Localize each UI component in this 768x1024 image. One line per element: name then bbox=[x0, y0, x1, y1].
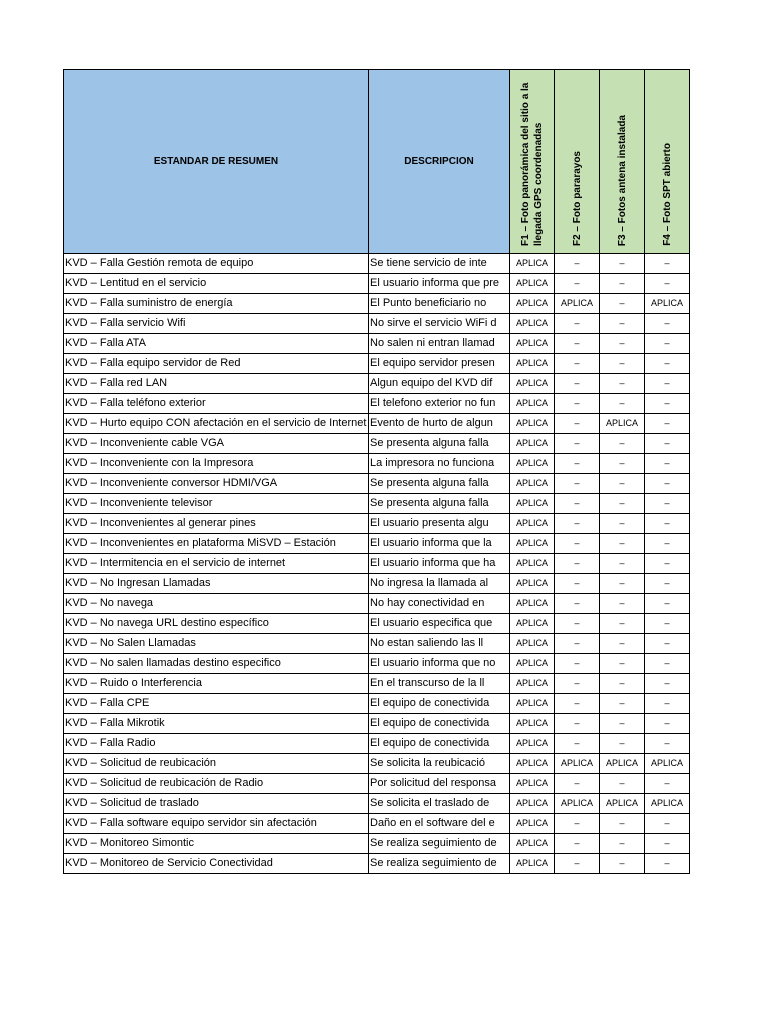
standard-cell: KVD – No Salen Llamadas bbox=[64, 634, 369, 654]
f1-cell: APLICA bbox=[510, 354, 555, 374]
f2-cell: – bbox=[555, 274, 600, 294]
f3-cell: – bbox=[600, 454, 645, 474]
f3-cell: – bbox=[600, 294, 645, 314]
f3-cell: APLICA bbox=[600, 754, 645, 774]
standard-cell: KVD – Solicitud de traslado bbox=[64, 794, 369, 814]
f3-cell: – bbox=[600, 334, 645, 354]
f1-cell: APLICA bbox=[510, 674, 555, 694]
f2-cell: – bbox=[555, 334, 600, 354]
f3-cell: – bbox=[600, 574, 645, 594]
f4-cell: – bbox=[645, 254, 690, 274]
table-row bbox=[64, 654, 690, 674]
f2-cell: – bbox=[555, 574, 600, 594]
table-row bbox=[64, 754, 690, 774]
description-cell: El usuario informa que no bbox=[369, 654, 510, 674]
f3-cell: – bbox=[600, 374, 645, 394]
table-row bbox=[64, 514, 690, 534]
standard-cell: KVD – Falla equipo servidor de Red bbox=[64, 354, 369, 374]
description-cell: No ingresa la llamada al bbox=[369, 574, 510, 594]
f4-cell: – bbox=[645, 834, 690, 854]
description-cell: Se solicita el traslado de bbox=[369, 794, 510, 814]
table-row bbox=[64, 494, 690, 514]
f4-cell: – bbox=[645, 314, 690, 334]
table-row bbox=[64, 634, 690, 654]
f1-cell: APLICA bbox=[510, 494, 555, 514]
table-row bbox=[64, 594, 690, 614]
f2-cell: – bbox=[555, 314, 600, 334]
description-cell: El equipo de conectivida bbox=[369, 734, 510, 754]
f4-cell: APLICA bbox=[645, 294, 690, 314]
standard-cell: KVD – Falla servicio Wifi bbox=[64, 314, 369, 334]
description-cell: Se realiza seguimiento de bbox=[369, 854, 510, 874]
standard-cell: KVD – Monitoreo de Servicio Conectividad bbox=[64, 854, 369, 874]
f4-cell: – bbox=[645, 674, 690, 694]
f1-cell: APLICA bbox=[510, 414, 555, 434]
f1-cell: APLICA bbox=[510, 394, 555, 414]
f3-cell: – bbox=[600, 674, 645, 694]
standard-cell: KVD – No salen llamadas destino especifico bbox=[64, 654, 369, 674]
standard-cell: KVD – Monitoreo Simontic bbox=[64, 834, 369, 854]
f4-cell: – bbox=[645, 374, 690, 394]
f1-cell: APLICA bbox=[510, 794, 555, 814]
f4-cell: APLICA bbox=[645, 754, 690, 774]
standard-cell: KVD – Inconveniente con la Impresora bbox=[64, 454, 369, 474]
description-cell: El equipo de conectivida bbox=[369, 714, 510, 734]
f3-cell: APLICA bbox=[600, 414, 645, 434]
f4-cell: APLICA bbox=[645, 794, 690, 814]
f2-cell: APLICA bbox=[555, 294, 600, 314]
table-row bbox=[64, 794, 690, 814]
f2-cell: – bbox=[555, 434, 600, 454]
standard-cell: KVD – Intermitencia en el servicio de internet bbox=[64, 554, 369, 574]
f4-cell: – bbox=[645, 554, 690, 574]
standard-cell: KVD – Inconveniente televisor bbox=[64, 494, 369, 514]
description-cell: El usuario informa que pre bbox=[369, 274, 510, 294]
f4-cell: – bbox=[645, 454, 690, 474]
standard-cell: KVD – Lentitud en el servicio bbox=[64, 274, 369, 294]
f4-cell: – bbox=[645, 634, 690, 654]
description-cell: El usuario informa que ha bbox=[369, 554, 510, 574]
f4-cell: – bbox=[645, 574, 690, 594]
standard-cell: KVD – No navega bbox=[64, 594, 369, 614]
f2-cell: APLICA bbox=[555, 794, 600, 814]
f4-cell: – bbox=[645, 494, 690, 514]
f4-cell: – bbox=[645, 274, 690, 294]
f2-cell: – bbox=[555, 594, 600, 614]
f2-cell: – bbox=[555, 354, 600, 374]
f3-cell: – bbox=[600, 814, 645, 834]
description-cell: No sirve el servicio WiFi d bbox=[369, 314, 510, 334]
f3-cell: – bbox=[600, 474, 645, 494]
description-cell: No salen ni entran llamad bbox=[369, 334, 510, 354]
f1-cell: APLICA bbox=[510, 514, 555, 534]
table-row bbox=[64, 814, 690, 834]
header-f4-cell bbox=[645, 70, 690, 254]
f2-cell: – bbox=[555, 414, 600, 434]
standard-cell: KVD – No navega URL destino específico bbox=[64, 614, 369, 634]
f4-cell: – bbox=[645, 614, 690, 634]
f2-cell: – bbox=[555, 494, 600, 514]
f3-cell: – bbox=[600, 394, 645, 414]
table-row bbox=[64, 274, 690, 294]
f2-cell: – bbox=[555, 854, 600, 874]
f1-cell: APLICA bbox=[510, 814, 555, 834]
f3-cell: – bbox=[600, 834, 645, 854]
f3-cell: – bbox=[600, 594, 645, 614]
description-cell: En el transcurso de la ll bbox=[369, 674, 510, 694]
f3-cell: – bbox=[600, 514, 645, 534]
standard-cell: KVD – Falla Radio bbox=[64, 734, 369, 754]
f3-cell: – bbox=[600, 354, 645, 374]
f3-cell: – bbox=[600, 634, 645, 654]
f1-cell: APLICA bbox=[510, 854, 555, 874]
description-cell: Por solicitud del responsa bbox=[369, 774, 510, 794]
f2-cell: APLICA bbox=[555, 754, 600, 774]
f3-cell: – bbox=[600, 734, 645, 754]
header-standard: ESTANDAR DE RESUMEN bbox=[64, 70, 369, 254]
f3-cell: – bbox=[600, 654, 645, 674]
f4-cell: – bbox=[645, 394, 690, 414]
f1-cell: APLICA bbox=[510, 534, 555, 554]
f3-cell: – bbox=[600, 714, 645, 734]
standard-cell: KVD – Falla Mikrotik bbox=[64, 714, 369, 734]
standard-cell: KVD – Falla ATA bbox=[64, 334, 369, 354]
f1-cell: APLICA bbox=[510, 734, 555, 754]
f2-cell: – bbox=[555, 834, 600, 854]
f3-cell: – bbox=[600, 774, 645, 794]
f2-cell: – bbox=[555, 714, 600, 734]
description-cell: Se tiene servicio de inte bbox=[369, 254, 510, 274]
standard-cell: KVD – Solicitud de reubicación de Radio bbox=[64, 774, 369, 794]
table-row bbox=[64, 394, 690, 414]
table-row bbox=[64, 454, 690, 474]
description-cell: No hay conectividad en bbox=[369, 594, 510, 614]
f3-cell: – bbox=[600, 274, 645, 294]
table-row bbox=[64, 534, 690, 554]
f1-cell: APLICA bbox=[510, 614, 555, 634]
standard-cell: KVD – Falla CPE bbox=[64, 694, 369, 714]
f3-cell: – bbox=[600, 314, 645, 334]
f4-cell: – bbox=[645, 594, 690, 614]
description-cell: Se presenta alguna falla bbox=[369, 494, 510, 514]
table-row bbox=[64, 734, 690, 754]
table-row bbox=[64, 474, 690, 494]
description-cell: Evento de hurto de algun bbox=[369, 414, 510, 434]
f1-cell: APLICA bbox=[510, 594, 555, 614]
table-row bbox=[64, 414, 690, 434]
standard-cell: KVD – Ruido o Interferencia bbox=[64, 674, 369, 694]
f1-cell: APLICA bbox=[510, 554, 555, 574]
table-row bbox=[64, 674, 690, 694]
table-row bbox=[64, 854, 690, 874]
description-cell: Se realiza seguimiento de bbox=[369, 834, 510, 854]
f2-cell: – bbox=[555, 374, 600, 394]
description-cell: No estan saliendo las ll bbox=[369, 634, 510, 654]
table-row bbox=[64, 434, 690, 454]
f3-cell: – bbox=[600, 614, 645, 634]
table-row bbox=[64, 554, 690, 574]
table-row bbox=[64, 614, 690, 634]
table-row bbox=[64, 294, 690, 314]
f4-cell: – bbox=[645, 854, 690, 874]
f1-cell: APLICA bbox=[510, 374, 555, 394]
f4-cell: – bbox=[645, 474, 690, 494]
f1-cell: APLICA bbox=[510, 474, 555, 494]
f4-cell: – bbox=[645, 354, 690, 374]
standard-cell: KVD – Falla Gestión remota de equipo bbox=[64, 254, 369, 274]
table-row bbox=[64, 774, 690, 794]
header-f1-cell bbox=[510, 70, 555, 254]
table-row bbox=[64, 334, 690, 354]
table-row bbox=[64, 574, 690, 594]
f2-cell: – bbox=[555, 814, 600, 834]
f2-cell: – bbox=[555, 614, 600, 634]
standard-cell: KVD – Inconvenientes al generar pines bbox=[64, 514, 369, 534]
f2-cell: – bbox=[555, 254, 600, 274]
f2-cell: – bbox=[555, 394, 600, 414]
standard-cell: KVD – Inconveniente cable VGA bbox=[64, 434, 369, 454]
f4-cell: – bbox=[645, 734, 690, 754]
header-f4: F4 – Foto SPT abierto bbox=[661, 143, 673, 246]
f4-cell: – bbox=[645, 774, 690, 794]
standard-cell: KVD – No Ingresan Llamadas bbox=[64, 574, 369, 594]
description-cell: Algun equipo del KVD dif bbox=[369, 374, 510, 394]
f1-cell: APLICA bbox=[510, 714, 555, 734]
table-row bbox=[64, 694, 690, 714]
header-f2: F2 – Foto pararayos bbox=[571, 150, 583, 246]
f2-cell: – bbox=[555, 454, 600, 474]
f3-cell: – bbox=[600, 854, 645, 874]
standard-cell: KVD – Falla suministro de energía bbox=[64, 294, 369, 314]
standard-cell: KVD – Falla red LAN bbox=[64, 374, 369, 394]
header-f1: F1 – Foto panorámica del sitio a la llegada GPS coordenadas bbox=[520, 82, 544, 246]
f4-cell: – bbox=[645, 334, 690, 354]
standard-cell: KVD – Inconveniente conversor HDMI/VGA bbox=[64, 474, 369, 494]
standard-cell: KVD – Inconvenientes en plataforma MiSVD – Estación bbox=[64, 534, 369, 554]
f1-cell: APLICA bbox=[510, 314, 555, 334]
f4-cell: – bbox=[645, 814, 690, 834]
description-cell: Se presenta alguna falla bbox=[369, 474, 510, 494]
f1-cell: APLICA bbox=[510, 834, 555, 854]
f2-cell: – bbox=[555, 774, 600, 794]
f3-cell: – bbox=[600, 694, 645, 714]
description-cell: El usuario especifica que bbox=[369, 614, 510, 634]
f1-cell: APLICA bbox=[510, 294, 555, 314]
description-cell: La impresora no funciona bbox=[369, 454, 510, 474]
f2-cell: – bbox=[555, 534, 600, 554]
f2-cell: – bbox=[555, 654, 600, 674]
description-cell: El Punto beneficiario no bbox=[369, 294, 510, 314]
f3-cell: – bbox=[600, 534, 645, 554]
header-f3-cell bbox=[600, 70, 645, 254]
standard-cell: KVD – Falla teléfono exterior bbox=[64, 394, 369, 414]
f2-cell: – bbox=[555, 674, 600, 694]
description-cell: Se solicita la reubicació bbox=[369, 754, 510, 774]
table-row bbox=[64, 254, 690, 274]
f3-cell: – bbox=[600, 254, 645, 274]
table-row bbox=[64, 354, 690, 374]
header-f3: F3 – Fotos antena instalada bbox=[616, 114, 628, 246]
header-f2-cell bbox=[555, 70, 600, 254]
header-description: DESCRIPCION bbox=[369, 70, 510, 254]
table-row bbox=[64, 834, 690, 854]
table-row bbox=[64, 314, 690, 334]
f1-cell: APLICA bbox=[510, 334, 555, 354]
f4-cell: – bbox=[645, 414, 690, 434]
description-cell: El usuario presenta algu bbox=[369, 514, 510, 534]
f2-cell: – bbox=[555, 474, 600, 494]
f1-cell: APLICA bbox=[510, 454, 555, 474]
f1-cell: APLICA bbox=[510, 694, 555, 714]
f1-cell: APLICA bbox=[510, 274, 555, 294]
f3-cell: – bbox=[600, 434, 645, 454]
f2-cell: – bbox=[555, 694, 600, 714]
table-body bbox=[64, 254, 690, 874]
f1-cell: APLICA bbox=[510, 574, 555, 594]
f4-cell: – bbox=[645, 694, 690, 714]
f2-cell: – bbox=[555, 634, 600, 654]
f4-cell: – bbox=[645, 654, 690, 674]
f1-cell: APLICA bbox=[510, 754, 555, 774]
table-row bbox=[64, 374, 690, 394]
f4-cell: – bbox=[645, 514, 690, 534]
f3-cell: – bbox=[600, 494, 645, 514]
f2-cell: – bbox=[555, 554, 600, 574]
description-cell: El telefono exterior no fun bbox=[369, 394, 510, 414]
standard-cell: KVD – Falla software equipo servidor sin afectación bbox=[64, 814, 369, 834]
description-cell: Daño en el software del e bbox=[369, 814, 510, 834]
description-cell: El usuario informa que la bbox=[369, 534, 510, 554]
f4-cell: – bbox=[645, 434, 690, 454]
f3-cell: APLICA bbox=[600, 794, 645, 814]
table-row bbox=[64, 714, 690, 734]
f1-cell: APLICA bbox=[510, 774, 555, 794]
f2-cell: – bbox=[555, 734, 600, 754]
summary-standards-table bbox=[63, 69, 690, 874]
f4-cell: – bbox=[645, 714, 690, 734]
header-row bbox=[64, 70, 690, 254]
standard-cell: KVD – Solicitud de reubicación bbox=[64, 754, 369, 774]
f1-cell: APLICA bbox=[510, 434, 555, 454]
f3-cell: – bbox=[600, 554, 645, 574]
f1-cell: APLICA bbox=[510, 254, 555, 274]
f4-cell: – bbox=[645, 534, 690, 554]
f1-cell: APLICA bbox=[510, 634, 555, 654]
description-cell: Se presenta alguna falla bbox=[369, 434, 510, 454]
f2-cell: – bbox=[555, 514, 600, 534]
description-cell: El equipo servidor presen bbox=[369, 354, 510, 374]
f1-cell: APLICA bbox=[510, 654, 555, 674]
description-cell: El equipo de conectivida bbox=[369, 694, 510, 714]
standard-cell: KVD – Hurto equipo CON afectación en el servicio de Internet bbox=[64, 414, 369, 434]
